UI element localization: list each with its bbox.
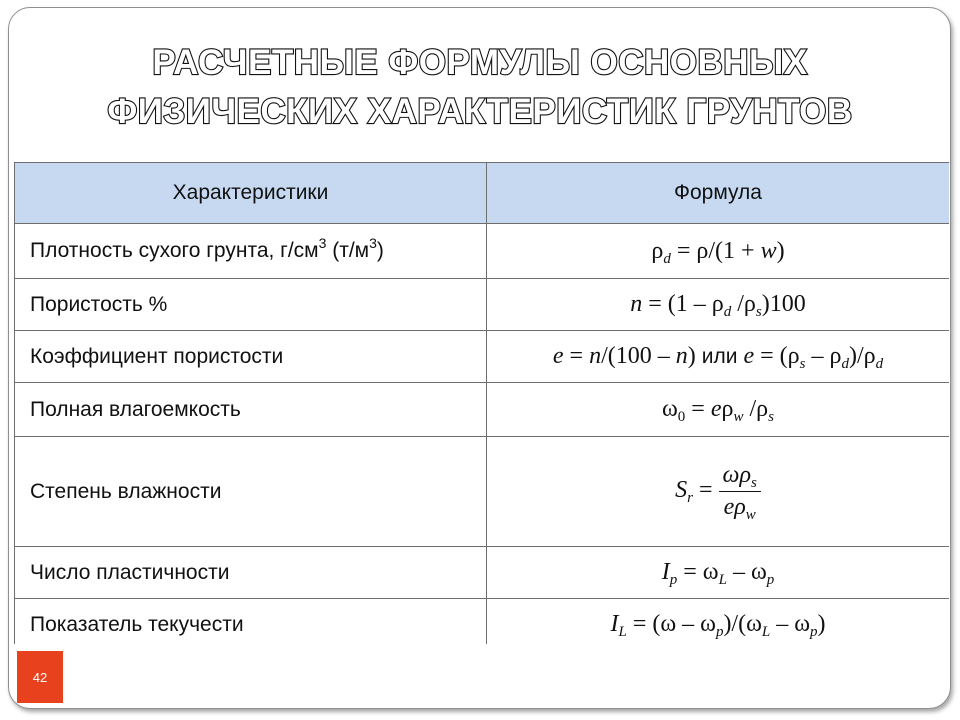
row-label-mid: (т/м	[326, 239, 370, 262]
table-row	[15, 331, 950, 383]
row-name-void-ratio: Коэффициент пористости	[15, 331, 487, 383]
table-row	[15, 279, 950, 331]
table-header-row	[15, 163, 950, 224]
row-name-plasticity: Число пластичности	[15, 547, 487, 599]
title-line-2: ФИЗИЧЕСКИХ ХАРАКТЕРИСТИК ГРУНТОВ	[107, 92, 853, 131]
formula-porosity: $n = (1 - \rho_d$ $/\rho_s)100$	[487, 279, 950, 331]
slide-title	[0, 38, 960, 136]
formula-water-capacity: $\omega_0 = e\rho_w$ $/\rho_s$	[487, 383, 950, 437]
formula-plasticity: $I_p = \omega_L - \omega_p$	[487, 547, 950, 599]
unit-exponent: 3	[318, 235, 327, 251]
formula-void-ratio: e = n/(100 – n) или $e = (\rho_s - \rho_d)/\rho_d$	[487, 331, 950, 383]
table-row	[15, 599, 950, 645]
page-number-badge: 42	[17, 651, 63, 703]
row-name-liquidity: Показатель текучести	[15, 599, 487, 645]
formula-liquidity: $I_L = (\omega - \omega_p)/(\omega_L - \omega_p)$	[487, 599, 950, 645]
table-row	[15, 383, 950, 437]
row-label-end: )	[376, 239, 384, 262]
title-line-1: РАСЧЕТНЫЕ ФОРМУЛЫ ОСНОВНЫХ	[152, 43, 808, 82]
table-row	[15, 224, 950, 279]
fraction: $\frac{\omega\rho_s}{e\rho_w}$	[719, 462, 761, 521]
row-name-porosity: Пористость %	[15, 279, 487, 331]
header-characteristics: Характеристики	[15, 163, 487, 224]
formula-dry-density: $\rho_d = \rho/(1 + w)$	[487, 224, 950, 279]
formula-table	[14, 162, 949, 644]
header-formula: Формула	[487, 163, 950, 224]
row-label: Плотность сухого грунта, г/см	[30, 239, 319, 262]
row-name-water-capacity: Полная влагоемкость	[15, 383, 487, 437]
row-name-dry-density	[15, 224, 487, 279]
unit-exponent: 3	[369, 235, 377, 251]
table-row	[15, 437, 950, 547]
row-name-saturation: Степень влажности	[15, 437, 487, 547]
formula-table-container	[14, 162, 949, 644]
formula-connector: или	[701, 345, 738, 368]
formula-saturation: $S_r$ = $\frac{\omega\rho_s}{e\rho_w}$	[487, 437, 950, 547]
table-row	[15, 547, 950, 599]
